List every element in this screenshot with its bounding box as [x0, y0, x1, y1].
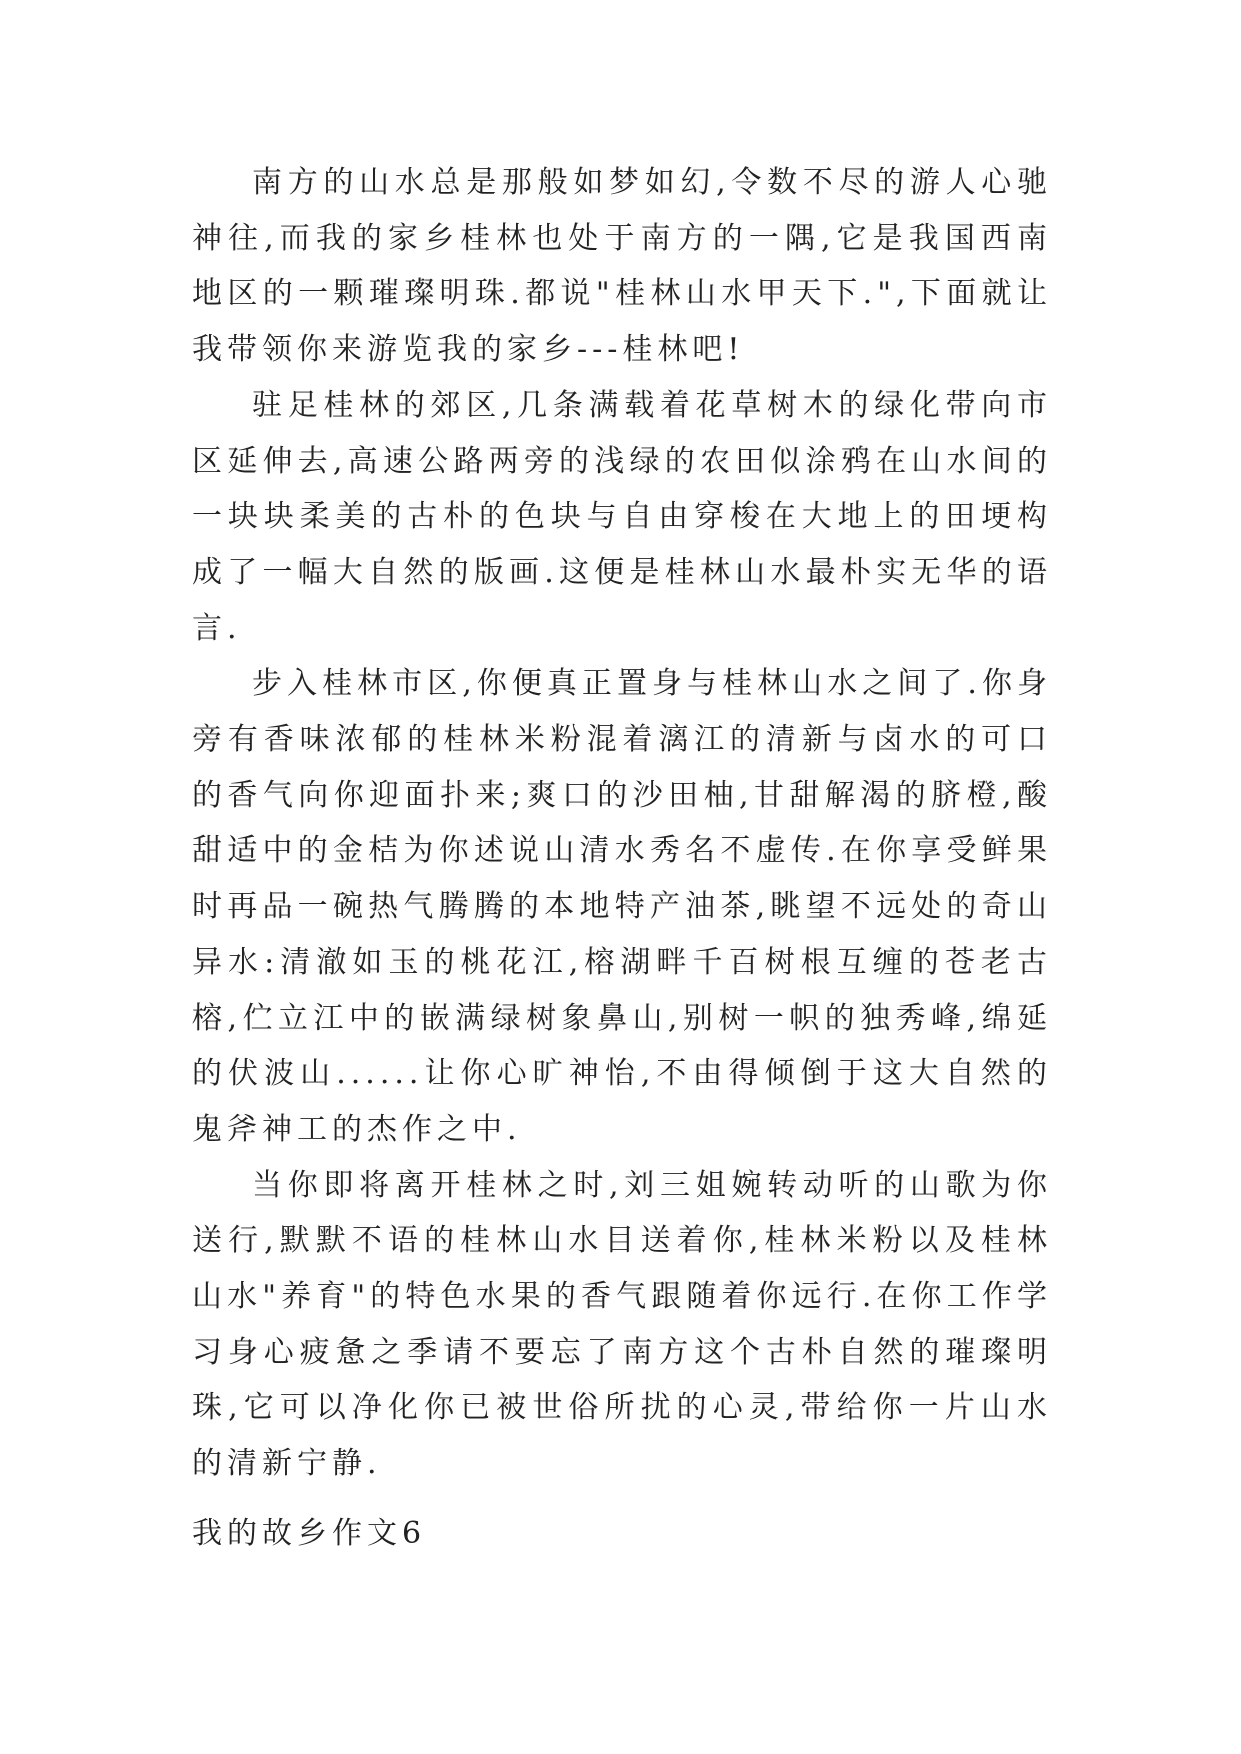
essay-body [192, 155, 1052, 1492]
paragraph-4: 当你即将离开桂林之时,刘三姐婉转动听的山歌为你送行,默默不语的桂林山水目送着你,桂林米粉以及桂林山水"养育"的特色水果的香气跟随着你远行.在你工作学习身心疲惫之季请不要忘了南方这个古朴自然的璀璨明珠,它可以净化你已被世俗所扰的心灵,带给你一片山水的清新宁静. [192, 1167, 1052, 1482]
paragraph-1: 南方的山水总是那般如梦如幻,令数不尽的游人心驰神往,而我的家乡桂林也处于南方的一隅,它是我国西南地区的一颗璀璨明珠.都说"桂林山水甲天下.",下面就让我带领你来游览我的家乡---桂林吧! [192, 165, 1052, 368]
paragraph-3: 步入桂林市区,你便真正置身与桂林山水之间了.你身旁有香味浓郁的桂林米粉混着漓江的清新与卤水的可口的香气向你迎面扑来;爽口的沙田柚,甘甜解渴的脐橙,酸甜适中的金桔为你述说山清水秀名不虚传.在你享受鲜果时再品一碗热气腾腾的本地特产油茶,眺望不远处的奇山异水:清澈如玉的桃花江,榕湖畔千百树根互缠的苍老古榕,伫立江中的嵌满绿树象鼻山,别树一帜的独秀峰,绵延的伏波山......让你心旷神怡,不由得倾倒于这大自然的鬼斧神工的杰作之中. [192, 666, 1052, 1147]
section-heading: 我的故乡作文6 [192, 1516, 427, 1551]
paragraph-2: 驻足桂林的郊区,几条满载着花草树木的绿化带向市区延伸去,高速公路两旁的浅绿的农田似涂鸦在山水间的一块块柔美的古朴的色块与自由穿梭在大地上的田埂构成了一幅大自然的版画.这便是桂林山水最朴实无华的语言. [192, 387, 1052, 646]
